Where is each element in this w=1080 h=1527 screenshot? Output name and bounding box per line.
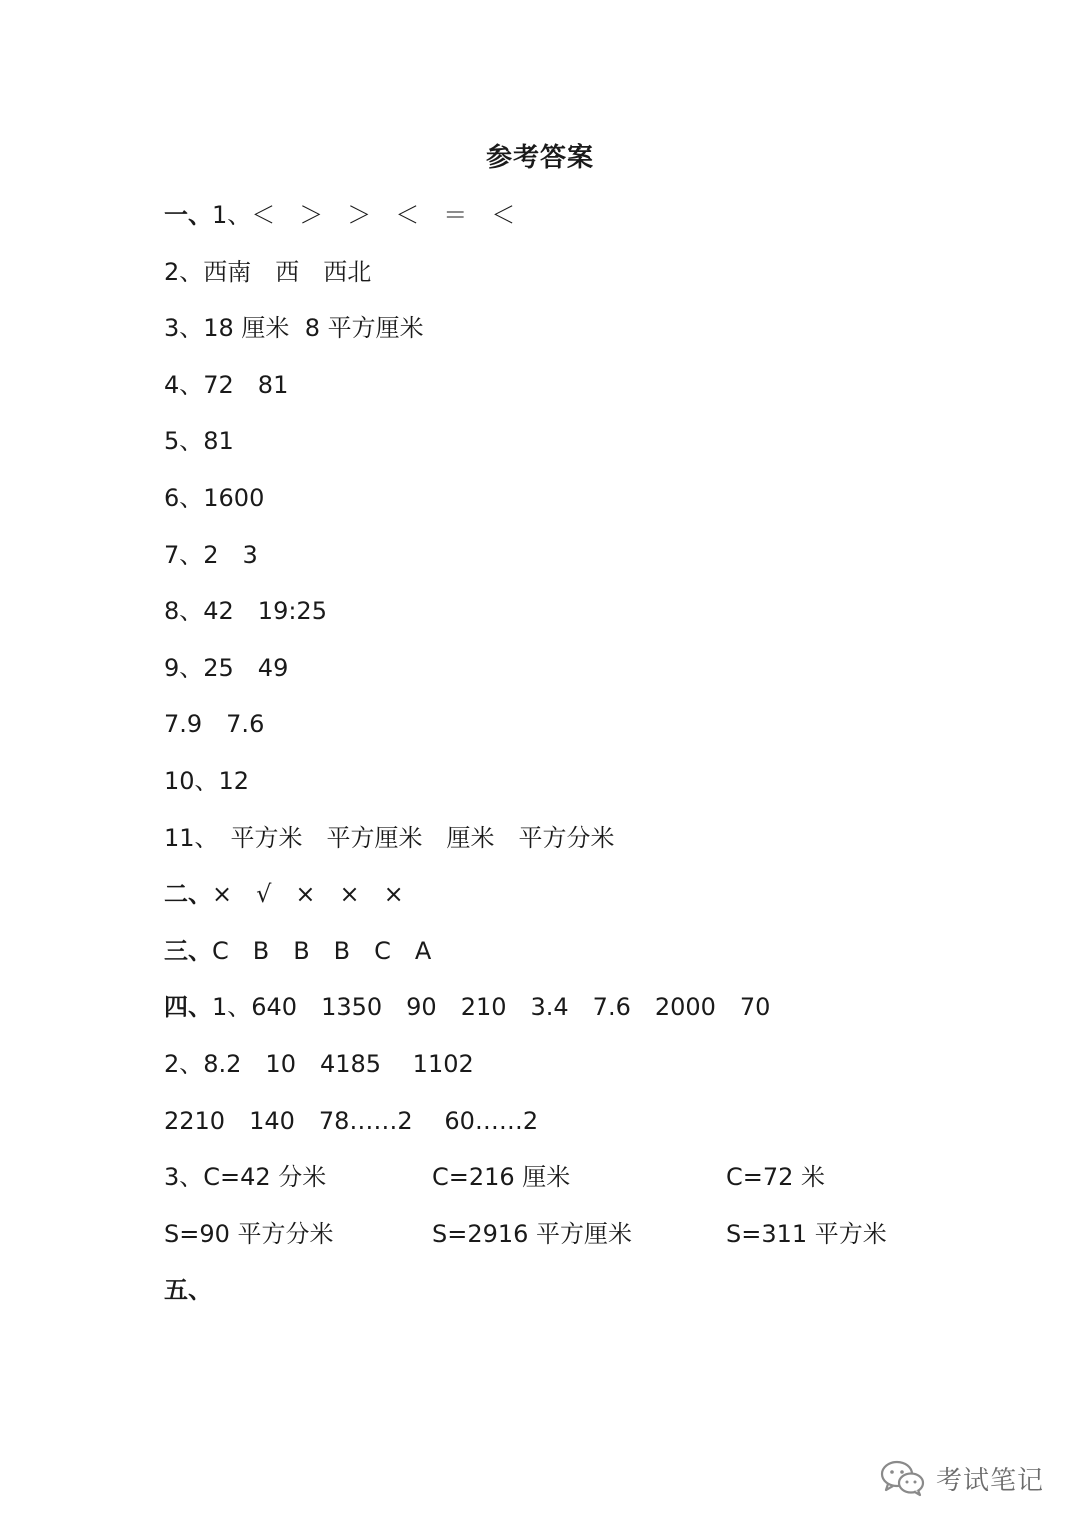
answer-text: 7、2 3 (164, 540, 258, 569)
answer-text: 11、 平方米 平方厘米 厘米 平方分米 (164, 823, 615, 852)
answer-line-1-2 (164, 251, 1044, 308)
answer-text: 2、8.2 10 4185 1102 (164, 1049, 474, 1078)
answer-text: C B B B C A (212, 936, 432, 965)
circumference-row (164, 1156, 1044, 1213)
answer-text: × √ × × × (212, 880, 404, 909)
answer-line-2 (164, 873, 1044, 930)
answer-line-4-1 (164, 986, 1044, 1043)
answer-line-3 (164, 930, 1044, 987)
answer-text: 8、42 19:25 (164, 597, 327, 626)
area-row (164, 1213, 1044, 1270)
answer-text: 1、640 1350 90 210 3.4 7.6 2000 70 (212, 993, 771, 1022)
answer-line-1-3 (164, 307, 1044, 364)
answer-text: 10、12 (164, 766, 250, 795)
answer-line-4-2 (164, 1043, 1044, 1100)
circumference-answer-2: C=216 厘米 (432, 1163, 571, 1192)
area-answer-2: S=2916 平方厘米 (432, 1219, 633, 1248)
section-label: 二、 (164, 880, 212, 909)
section-label: 三、 (164, 936, 212, 965)
answer-line-1-7 (164, 534, 1044, 591)
answer-line-1-1 (164, 194, 1044, 251)
area-answer-3: S=311 平方米 (726, 1219, 887, 1248)
answer-text: 9、25 49 (164, 653, 289, 682)
section-label: 一、 (164, 201, 212, 229)
wechat-icon (878, 1458, 928, 1498)
area-answer-1: S=90 平方分米 (164, 1219, 334, 1248)
page-title: 参考答案 (485, 143, 594, 173)
circumference-answer-1: 3、C=42 分米 (164, 1163, 327, 1192)
answer-text: 4、72 81 (164, 370, 289, 399)
answer-text: 1、＜ ＞ ＞ ＜ ＝ ＜ (212, 201, 516, 229)
answer-line-1-6 (164, 477, 1044, 534)
answer-line-4-2b (164, 1100, 1044, 1157)
circumference-answer-3: C=72 米 (726, 1163, 826, 1192)
answer-line-1-8 (164, 590, 1044, 647)
answer-text: 2210 140 78……2 60……2 (164, 1106, 539, 1135)
answer-list (164, 194, 1044, 1326)
watermark (878, 1456, 1044, 1500)
answer-text: 7.9 7.6 (164, 710, 265, 739)
answer-line-1-10 (164, 760, 1044, 817)
answer-text: 5、81 (164, 427, 234, 456)
section-label: 四、 (164, 993, 212, 1022)
answer-line-1-5 (164, 420, 1044, 477)
answer-line-1-11 (164, 817, 1044, 874)
watermark-text: 考试笔记 (936, 1465, 1045, 1496)
answer-text: 3、18 厘米 8 平方厘米 (164, 314, 424, 343)
answer-line-1-9b (164, 703, 1044, 760)
answer-text: 6、1600 (164, 483, 265, 512)
answer-line-1-4 (164, 364, 1044, 421)
answer-text: 2、西南 西 西北 (164, 257, 372, 286)
answer-line-1-9 (164, 647, 1044, 704)
section-five-label: 五、 (164, 1276, 212, 1305)
